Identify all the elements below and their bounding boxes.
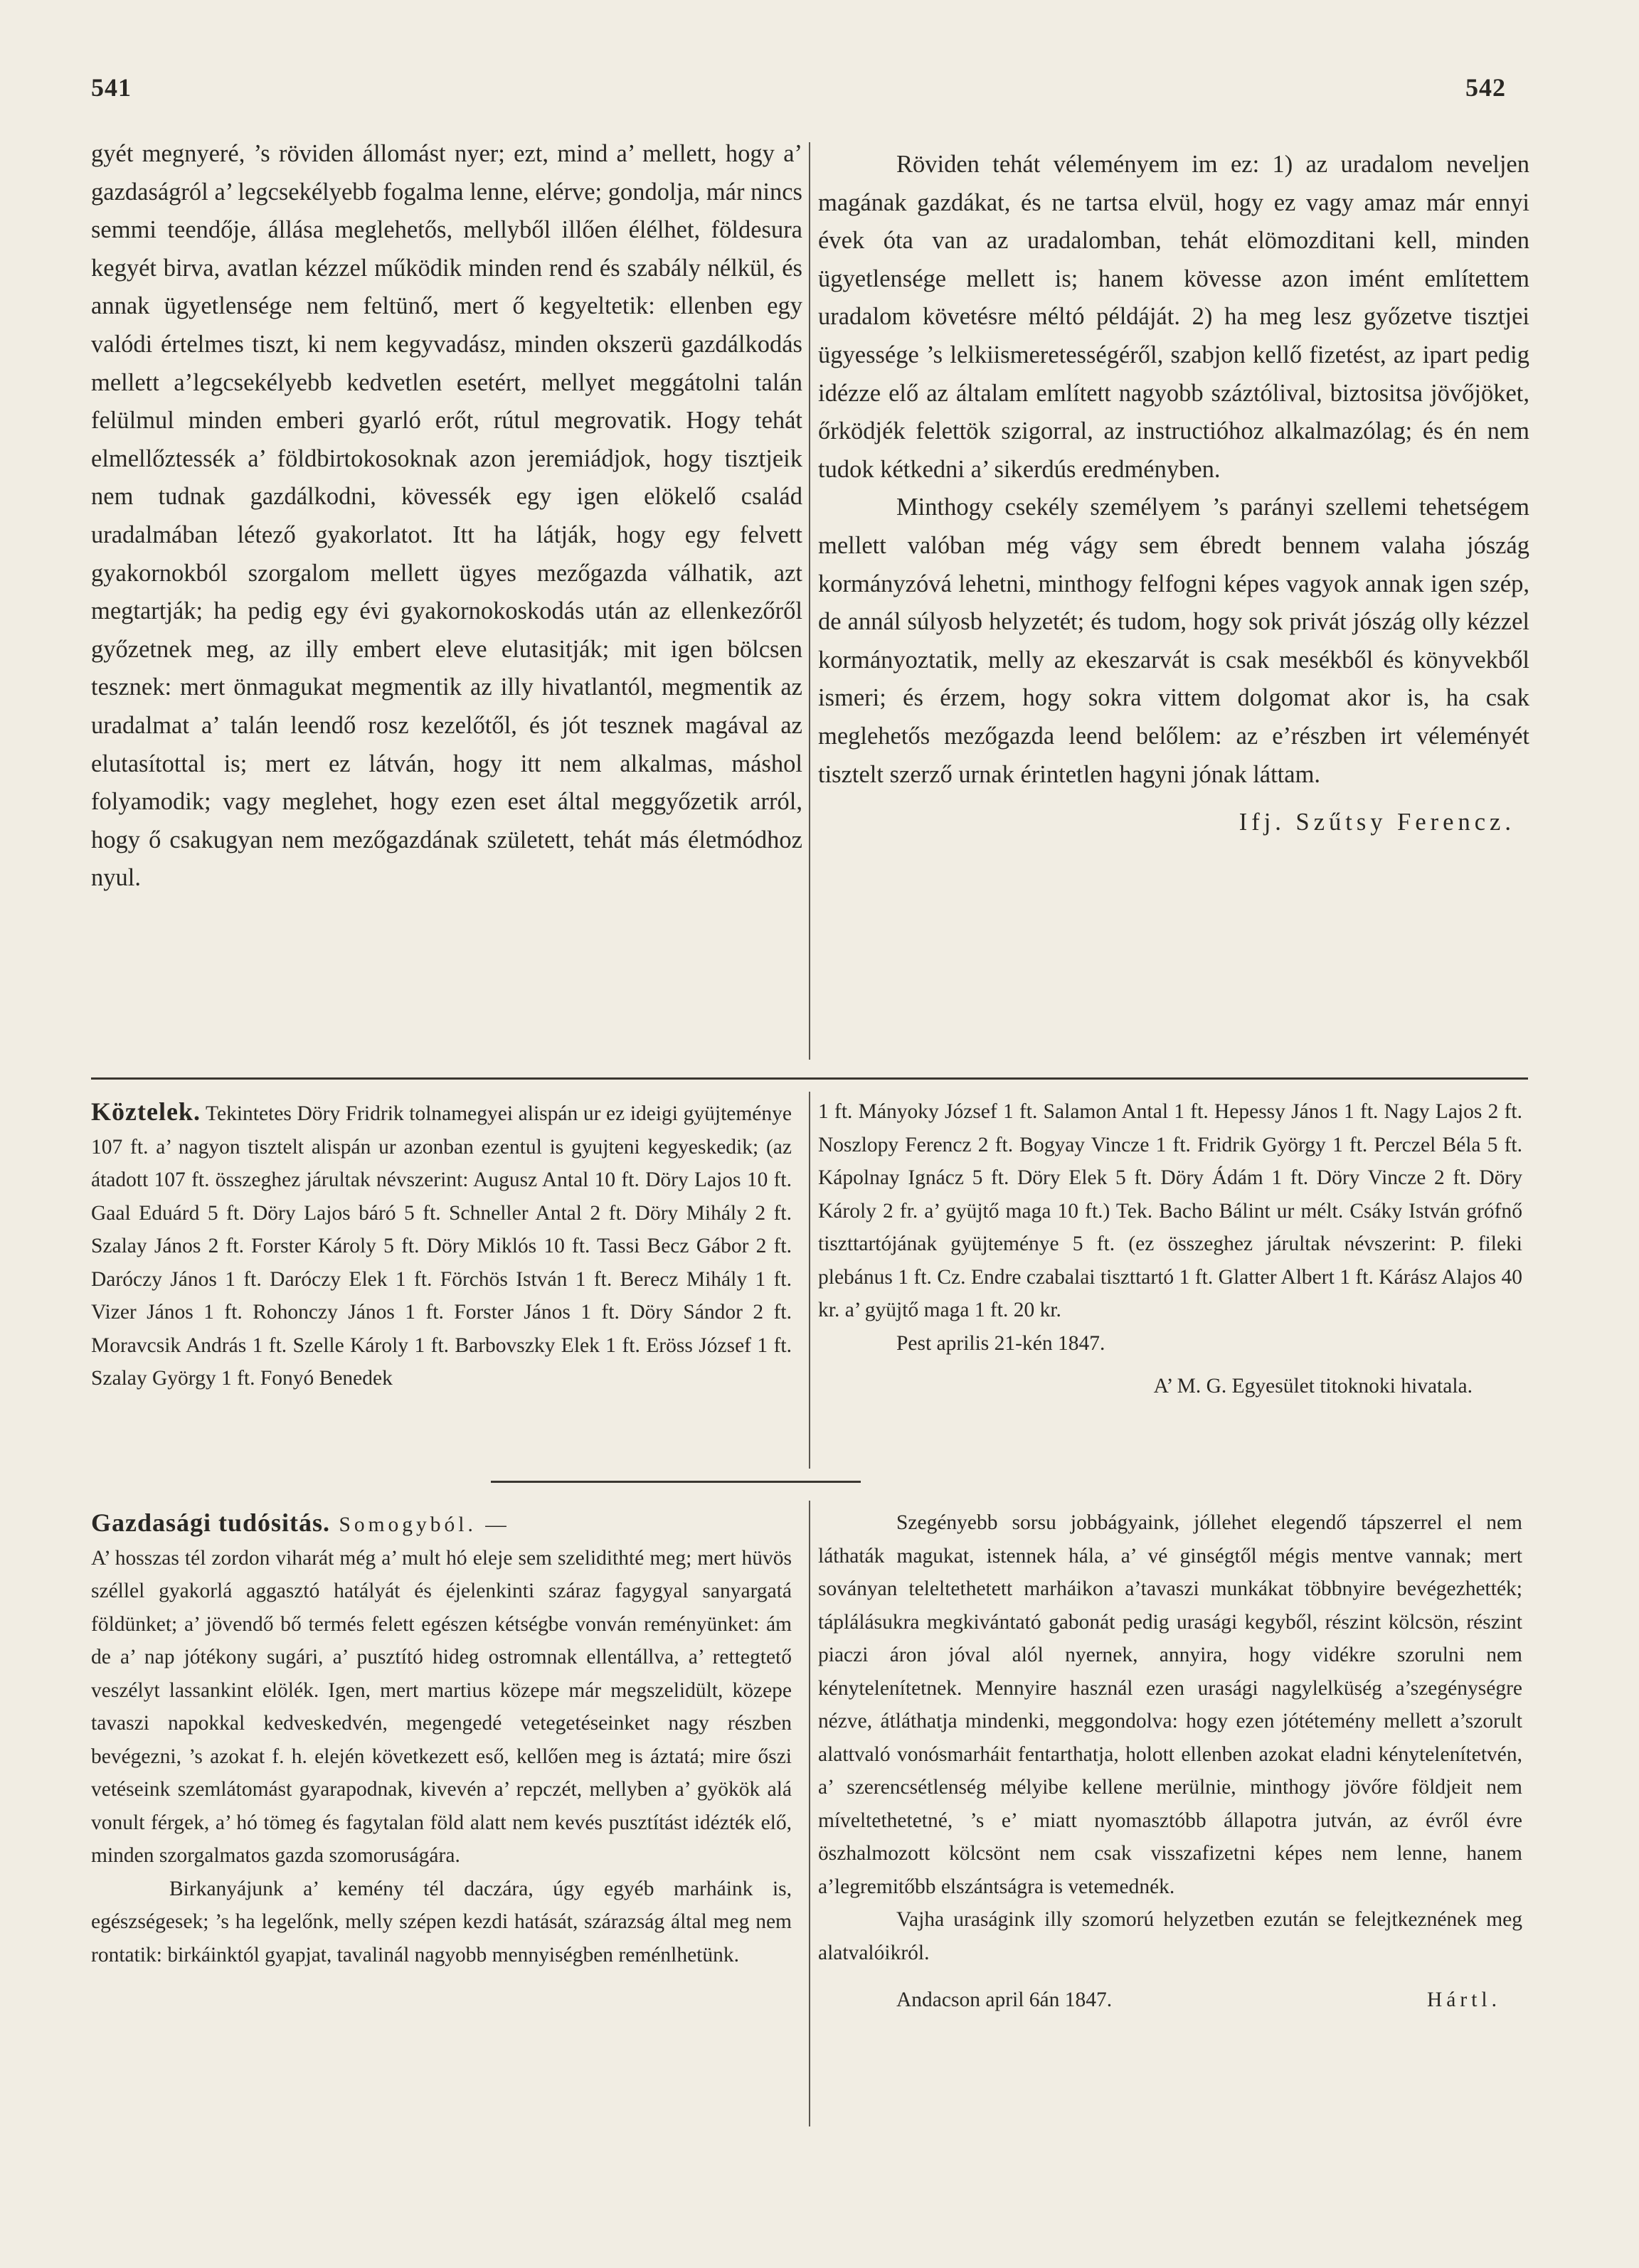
- koztelek-text-right: 1 ft. Mányoky József 1 ft. Salamon Antal 1 ft. Hepessy János 1 ft. Nagy Lajos 2 ft. Noszlopy Ferencz 2 ft. Bogyay Vincze 1 ft. Fridrik György 1 ft. Perczel Béla 5 ft. Kápolnay Ignácz 5 ft. Döry Elek 5 ft. Döry Ádám 1 ft. Döry Vincze 2 ft. Döry Károly 2 fr. a’ gyüjtő maga 10 ft.) Tek. Bacho Bálint ur mélt. Csáky István grófnő tiszttartójának gyüjteménye 5 ft. (ez összeghez járultak névszerint: P. fileki plebánus 1 ft. Cz. Endre czabalai tiszttartó 1 ft. Glatter Albert 1 ft. Kárász Alajos 40 kr. a’ gyüjtő maga 1 ft. 20 kr.: [818, 1100, 1522, 1321]
- koztelek-heading: Köztelek.: [91, 1097, 201, 1126]
- report-paragraph: Birkanyájunk a’ kemény tél daczára, úgy egyéb marháink is, egészségesek; ’s ha legelőnk, melly szépen kezdi hatását, szárazság által meg nem rontatik: birkáinktól gyapjat, tavalinál nagyobb mennyiségben reménlhetünk.: [91, 1877, 792, 1966]
- report-paragraph: Szegényebb sorsu jobbágyaink, jóllehet elegendő tápszerrel el nem láthaták magukat, istennek hála, a’ vé ginségtől mégis mentve vannak; mert soványan teleltethetett marháikon a’tavaszi munkákat többnyire bevégezhették; táplálásukra megkivántató gabonát pedig urasági kegyből, részint kölcsön, részint piaczi áron jóval alól nyernek, annyira, hogy vidékre szorulni nem kénytelenítetnek. Mennyire használ ezen urasági nagylelküség a’szegénységre nézve, átláthatja mindenki, meggondolva: hogy ezen jótétemény mellett a’szorult alattvaló vonósmarháit fentarthatja, holott ellenben azokat eladni kénytelenítetvén, a’ szerencsétlenség mélyibe kellene merülnie, minthogy jövőre földjeit nem míveltethetetné, ’s e’ miatt nyomasztóbb állapotra jutván, az évről évre öszhalmozott kölcsönt nem csak visszafizetni képes nem lenne, hanem a’legremitőbb elszántságra is vetemednék.: [818, 1511, 1522, 1898]
- koztelek-column-right: [818, 1095, 1522, 1403]
- report-paragraph: Vajha uraságink illy szomorú helyzetben ezután se felejtkeznének meg alatvalóikról.: [818, 1908, 1522, 1964]
- article-paragraph: gyét megnyeré, ’s röviden állomást nyer; ezt, mind a’ mellett, hogy a’ gazdaságról a’ legcsekélyebb fogalma lenne, elérve; gondolja, már nincs semmi teendője, állása meglehetős, mellyből illően élélhet, földesura kegyét birva, avatlan kézzel működik minden rend és szabály nélkül, és annak ügyetlensége nem feltünő, mert ő kegyeltetik: ellenben egy valódi értelmes tiszt, ki nem kegyvadász, minden okszerü gazdálkodás mellett a’legcsekélyebb kedvetlen esetért, mellyet meggátolni talán felülmul minden emberi gyarló erőt, rútul megrovatik. Hogy tehát elmellőztessék a’ földbirtokosoknak azon jeremiádjok, hogy tisztjeik nem tudnak gazdálkodni, kövessék egy igen elökelő család uradalmában létező gyakorlatot. Itt ha látják, hogy egy felvett gyakornokból szorgalom mellett ügyes mezőgazda válhatik, azt megtartják; ha pedig egy évi gyakornokoskodás után az ellenkezőről győzetnek meg, az illy embert eleve elutasitják; mit igen bölcsen tesznek: mert önmagukat megmentik az illy hivatlantól, megmentik az uradalmat a’ talán leendő rosz kezelőtől, és jót tesznek magával az elutasítottal is; mert ez látván, hogy itt nem alkalmas, máshol folyamodik; vagy meglehet, hogy ezen eset által meggyőzetik arról, hogy ő csakugyan nem mezőgazdának született, tehát más életmódhoz nyul.: [91, 140, 802, 892]
- column-divider: [809, 1501, 810, 2126]
- koztelek-column-left: [91, 1095, 792, 1395]
- report-place: Somogyból. —: [330, 1513, 510, 1536]
- report-column-right: [818, 1506, 1522, 2017]
- report-paragraph: A’ hosszas tél zordon viharát még a’ mult hó eleje sem szelidithté meg; mert hüvös széllel gyakorlá aggasztó hatályát és éjelenkinti száraz fagygyal sanyargatá földünket; a’ jövendő bő termés felett egészen kétségbe vonván reményünket: ám de a’ nap jótékony sugári, a’ pusztító hideg ostromnak ellentállva, a’ rettegtető veszélyt lassankint elölék. Igen, mert martius közepe már megszelidült, közepe tavaszi napokkal kedveskedvén, megengedé vetegetéseinket nagy részben bevégezni, ’s azokat f. h. elején következett eső, kellően meg is áztatá; mire őszi vetéseink szemlátomást gyarapodnak, kivevén a’ repczét, mellyben a’ gyökök alá vonult férgek, a’ hó tömeg és fagytalan föld alatt nem kevés pusztítást idézték elő, minden szorgalmatos gazda szomoruságára.: [91, 1546, 792, 1867]
- report-heading: Gazdasági tudósitás.: [91, 1508, 331, 1537]
- report-date: Andacson april 6án 1847.: [896, 1989, 1113, 2011]
- page-number-left: 541: [91, 73, 132, 102]
- section-divider: [91, 1077, 1528, 1080]
- column-divider: [809, 142, 810, 1060]
- koztelek-signature: A’ M. G. Egyesület titoknoki hivatala.: [1153, 1375, 1473, 1397]
- report-column-left: [91, 1506, 792, 1971]
- page-number-right: 542: [1465, 73, 1506, 102]
- koztelek-text-left: Tekintetes Döry Fridrik tolnamegyei alispán ur ez ideigi gyüjteménye 107 ft. a’ nagyon tisztelt alispán ur azonban ezentul is gyujteni kegyeskedik; (az átadott 107 ft. összeghez járultak névszerint: Augusz Antal 10 ft. Döry Lajos 10 ft. Gaal Eduárd 5 ft. Döry Lajos báró 5 ft. Schneller Antal 2 ft. Döry Mihály 2 ft. Szalay János 2 ft. Forster Károly 5 ft. Döry Miklós 10 ft. Tassi Becz Gábor 2 ft. Daróczy János 1 ft. Daróczy Elek 1 ft. Förchös István 1 ft. Berecz Mihály 1 ft. Vizer János 1 ft. Rohonczy János 1 ft. Forster János 1 ft. Döry Sándor 2 ft. Moravcsik András 1 ft. Szelle Károly 1 ft. Barbovszky Elek 1 ft. Eröss József 1 ft. Szalay György 1 ft. Fonyó Benedek: [91, 1102, 792, 1390]
- section-divider-short: [491, 1481, 861, 1483]
- article-column-left: [91, 135, 802, 898]
- article-paragraph: Röviden tehát véleményem im ez: 1) az uradalom neveljen magának gazdákat, és ne tartsa elvül, hogy ez vagy amaz már ennyi évek óta van az uradalomban, tehát elömozditani kell, minden ügyetlensége mellett is; hanem kövesse azon imént említettem uradalom követésre méltó példáját. 2) ha meg lesz győzetve tisztjei ügyessége ’s lelkiismeretességéről, szabjon kellő fizetést, az ipart pedig idézze elő az általam említett nagyobb száztólival, biztositsa jövőjöket, őrködjék felettök szigorral, az instructióhoz alkalmazólag; és én nem tudok kétkedni a’ sikerdús eredményben.: [818, 151, 1529, 483]
- report-intro: [91, 1506, 792, 1542]
- report-signature: Hártl.: [1427, 1989, 1501, 2011]
- report-dateline: [818, 1984, 1522, 2017]
- column-divider: [809, 1092, 810, 1469]
- article-paragraph: Minthogy csekély személyem ’s parányi szellemi tehetségem mellett valóban még vágy sem ébredt bennem valaha jószág kormányzóvá lehetni, minthogy felfogni képes vagyok annak igen szép, de annál súlyosb helyzetét; és tudom, hogy sok privát jószág olly kézzel kormányoztatik, melly az ekeszarvát is csak mesékből és könyvekből ismeri; és érzem, hogy sokra vittem dolgomat akor is, ha csak meglehetős mezőgazda leend belőlem: az e’részben irt véleményét tisztelt szerző urnak érintetlen hagyni jónak láttam.: [818, 494, 1529, 788]
- article-column-right: [818, 146, 1529, 842]
- koztelek-paragraph: [91, 1095, 792, 1395]
- author-signature: Ifj. Szűtsy Ferencz.: [1238, 809, 1515, 836]
- koztelek-date: Pest aprilis 21-kén 1847.: [896, 1331, 1105, 1355]
